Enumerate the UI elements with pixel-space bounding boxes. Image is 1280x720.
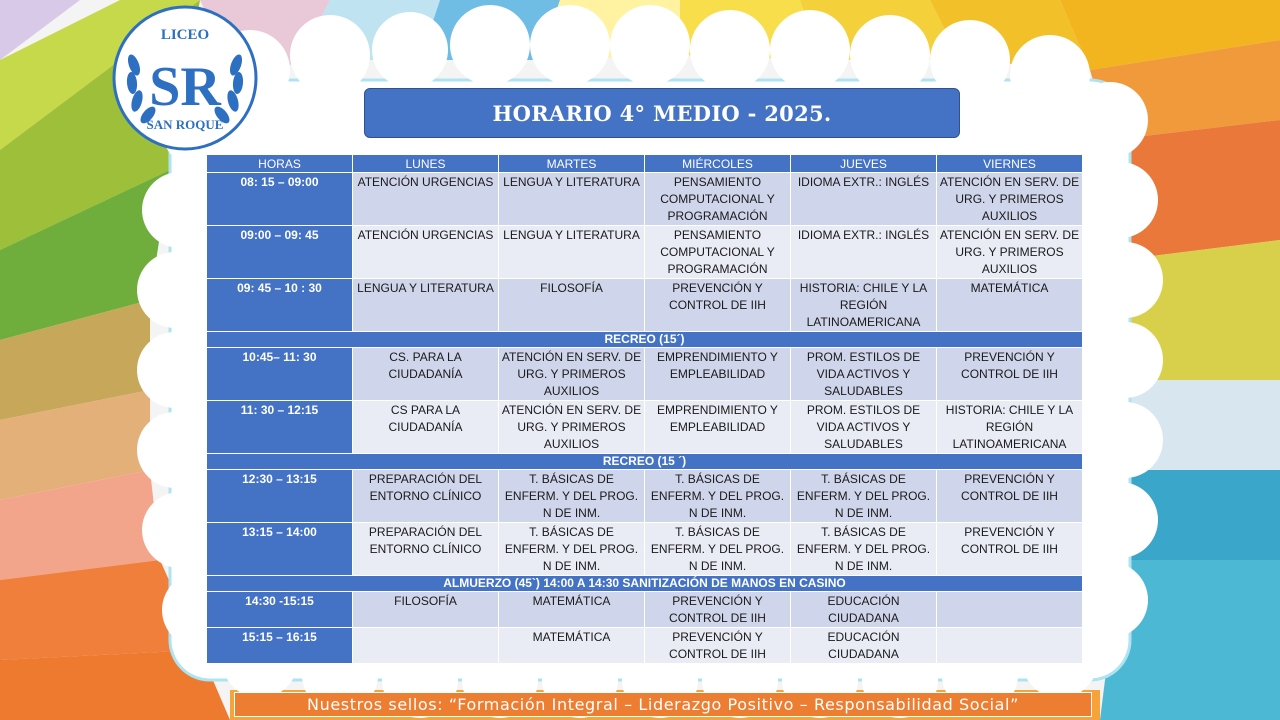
header-jueves: JUEVES — [791, 155, 937, 173]
school-logo — [112, 5, 258, 151]
subject-cell: PROM. ESTILOS DE VIDA ACTIVOS Y SALUDABLES — [791, 348, 937, 401]
logo-monogram: SR — [149, 56, 221, 118]
subject-cell: PREPARACIÓN DEL ENTORNO CLÍNICO — [353, 470, 499, 523]
time-cell: 14:30 -15:15 — [207, 592, 353, 628]
table-row — [207, 401, 1083, 454]
break-label: RECREO (15´) — [207, 332, 1083, 348]
subject-cell: PENSAMIENTO COMPUTACIONAL Y PROGRAMACIÓN — [645, 226, 791, 279]
logo-top-text: LICEO — [160, 27, 210, 43]
subject-cell: LENGUA Y LITERATURA — [353, 279, 499, 332]
break-row — [207, 332, 1083, 348]
header-viernes: VIERNES — [937, 155, 1083, 173]
subject-cell: FILOSOFÍA — [499, 279, 645, 332]
subject-cell: EMPRENDIMIENTO Y EMPLEABILIDAD — [645, 348, 791, 401]
subject-cell — [937, 628, 1083, 664]
subject-cell: PREVENCIÓN Y CONTROL DE IIH — [937, 470, 1083, 523]
page-title: HORARIO 4° MEDIO - 2025. — [492, 100, 832, 126]
header-martes: MARTES — [499, 155, 645, 173]
table-row — [207, 592, 1083, 628]
subject-cell — [353, 628, 499, 664]
subject-cell: T. BÁSICAS DE ENFERM. Y DEL PROG. N DE INM. — [499, 523, 645, 576]
subject-cell: T. BÁSICAS DE ENFERM. Y DEL PROG. N DE INM. — [791, 470, 937, 523]
header-miercoles: MIÉRCOLES — [645, 155, 791, 173]
title-banner — [364, 88, 960, 138]
break-row — [207, 576, 1083, 592]
table-row — [207, 628, 1083, 664]
subject-cell: T. BÁSICAS DE ENFERM. Y DEL PROG. N DE INM. — [791, 523, 937, 576]
subject-cell: ATENCIÓN EN SERV. DE URG. Y PRIMEROS AUXILIOS — [937, 226, 1083, 279]
footer-banner — [234, 692, 1092, 717]
table-header-row — [207, 155, 1083, 173]
time-cell: 13:15 – 14:00 — [207, 523, 353, 576]
subject-cell: ATENCIÓN URGENCIAS — [353, 226, 499, 279]
subject-cell: IDIOMA EXTR.: INGLÉS — [791, 226, 937, 279]
subject-cell: LENGUA Y LITERATURA — [499, 173, 645, 226]
subject-cell: CS PARA LA CIUDADANÍA — [353, 401, 499, 454]
lunch-label: ALMUERZO (45`) 14:00 A 14:30 SANITIZACIÓN DE MANOS EN CASINO — [207, 576, 1083, 592]
subject-cell: ATENCIÓN EN SERV. DE URG. Y PRIMEROS AUXILIOS — [937, 173, 1083, 226]
subject-cell: ATENCIÓN EN SERV. DE URG. Y PRIMEROS AUXILIOS — [499, 348, 645, 401]
table-row — [207, 279, 1083, 332]
subject-cell: EMPRENDIMIENTO Y EMPLEABILIDAD — [645, 401, 791, 454]
subject-cell: PREVENCIÓN Y CONTROL DE IIH — [937, 523, 1083, 576]
subject-cell: T. BÁSICAS DE ENFERM. Y DEL PROG. N DE INM. — [645, 470, 791, 523]
header-lunes: LUNES — [353, 155, 499, 173]
time-cell: 09:00 – 09: 45 — [207, 226, 353, 279]
subject-cell: PENSAMIENTO COMPUTACIONAL Y PROGRAMACIÓN — [645, 173, 791, 226]
subject-cell: EDUCACIÓN CIUDADANA — [791, 628, 937, 664]
table-row — [207, 226, 1083, 279]
break-label: RECREO (15 ´) — [207, 454, 1083, 470]
subject-cell — [937, 592, 1083, 628]
time-cell: 09: 45 – 10 : 30 — [207, 279, 353, 332]
subject-cell: HISTORIA: CHILE Y LA REGIÓN LATINOAMERICANA — [791, 279, 937, 332]
break-row — [207, 454, 1083, 470]
table-row — [207, 173, 1083, 226]
subject-cell: HISTORIA: CHILE Y LA REGIÓN LATINOAMERICANA — [937, 401, 1083, 454]
subject-cell: IDIOMA EXTR.: INGLÉS — [791, 173, 937, 226]
time-cell: 12:30 – 13:15 — [207, 470, 353, 523]
subject-cell: PREVENCIÓN Y CONTROL DE IIH — [645, 592, 791, 628]
subject-cell: T. BÁSICAS DE ENFERM. Y DEL PROG. N DE INM. — [645, 523, 791, 576]
subject-cell: FILOSOFÍA — [353, 592, 499, 628]
subject-cell: PREVENCIÓN Y CONTROL DE IIH — [645, 628, 791, 664]
subject-cell: EDUCACIÓN CIUDADANA — [791, 592, 937, 628]
time-cell: 15:15 – 16:15 — [207, 628, 353, 664]
subject-cell: MATEMÁTICA — [499, 628, 645, 664]
table-row — [207, 348, 1083, 401]
footer-text: Nuestros sellos: “Formación Integral – Liderazgo Positivo – Responsabilidad Social” — [307, 695, 1019, 714]
schedule-table — [206, 154, 1083, 664]
subject-cell: ATENCIÓN URGENCIAS — [353, 173, 499, 226]
subject-cell: PREPARACIÓN DEL ENTORNO CLÍNICO — [353, 523, 499, 576]
time-cell: 11: 30 – 12:15 — [207, 401, 353, 454]
table-row — [207, 523, 1083, 576]
time-cell: 08: 15 – 09:00 — [207, 173, 353, 226]
subject-cell: T. BÁSICAS DE ENFERM. Y DEL PROG. N DE INM. — [499, 470, 645, 523]
subject-cell: PREVENCIÓN Y CONTROL DE IIH — [645, 279, 791, 332]
subject-cell: PROM. ESTILOS DE VIDA ACTIVOS Y SALUDABLES — [791, 401, 937, 454]
table-row — [207, 470, 1083, 523]
subject-cell: CS. PARA LA CIUDADANÍA — [353, 348, 499, 401]
subject-cell: MATEMÁTICA — [937, 279, 1083, 332]
subject-cell: MATEMÁTICA — [499, 592, 645, 628]
subject-cell: ATENCIÓN EN SERV. DE URG. Y PRIMEROS AUXILIOS — [499, 401, 645, 454]
time-cell: 10:45– 11: 30 — [207, 348, 353, 401]
subject-cell: LENGUA Y LITERATURA — [499, 226, 645, 279]
header-horas: HORAS — [207, 155, 353, 173]
logo-bottom-text: SAN ROQUE — [146, 117, 224, 132]
subject-cell: PREVENCIÓN Y CONTROL DE IIH — [937, 348, 1083, 401]
